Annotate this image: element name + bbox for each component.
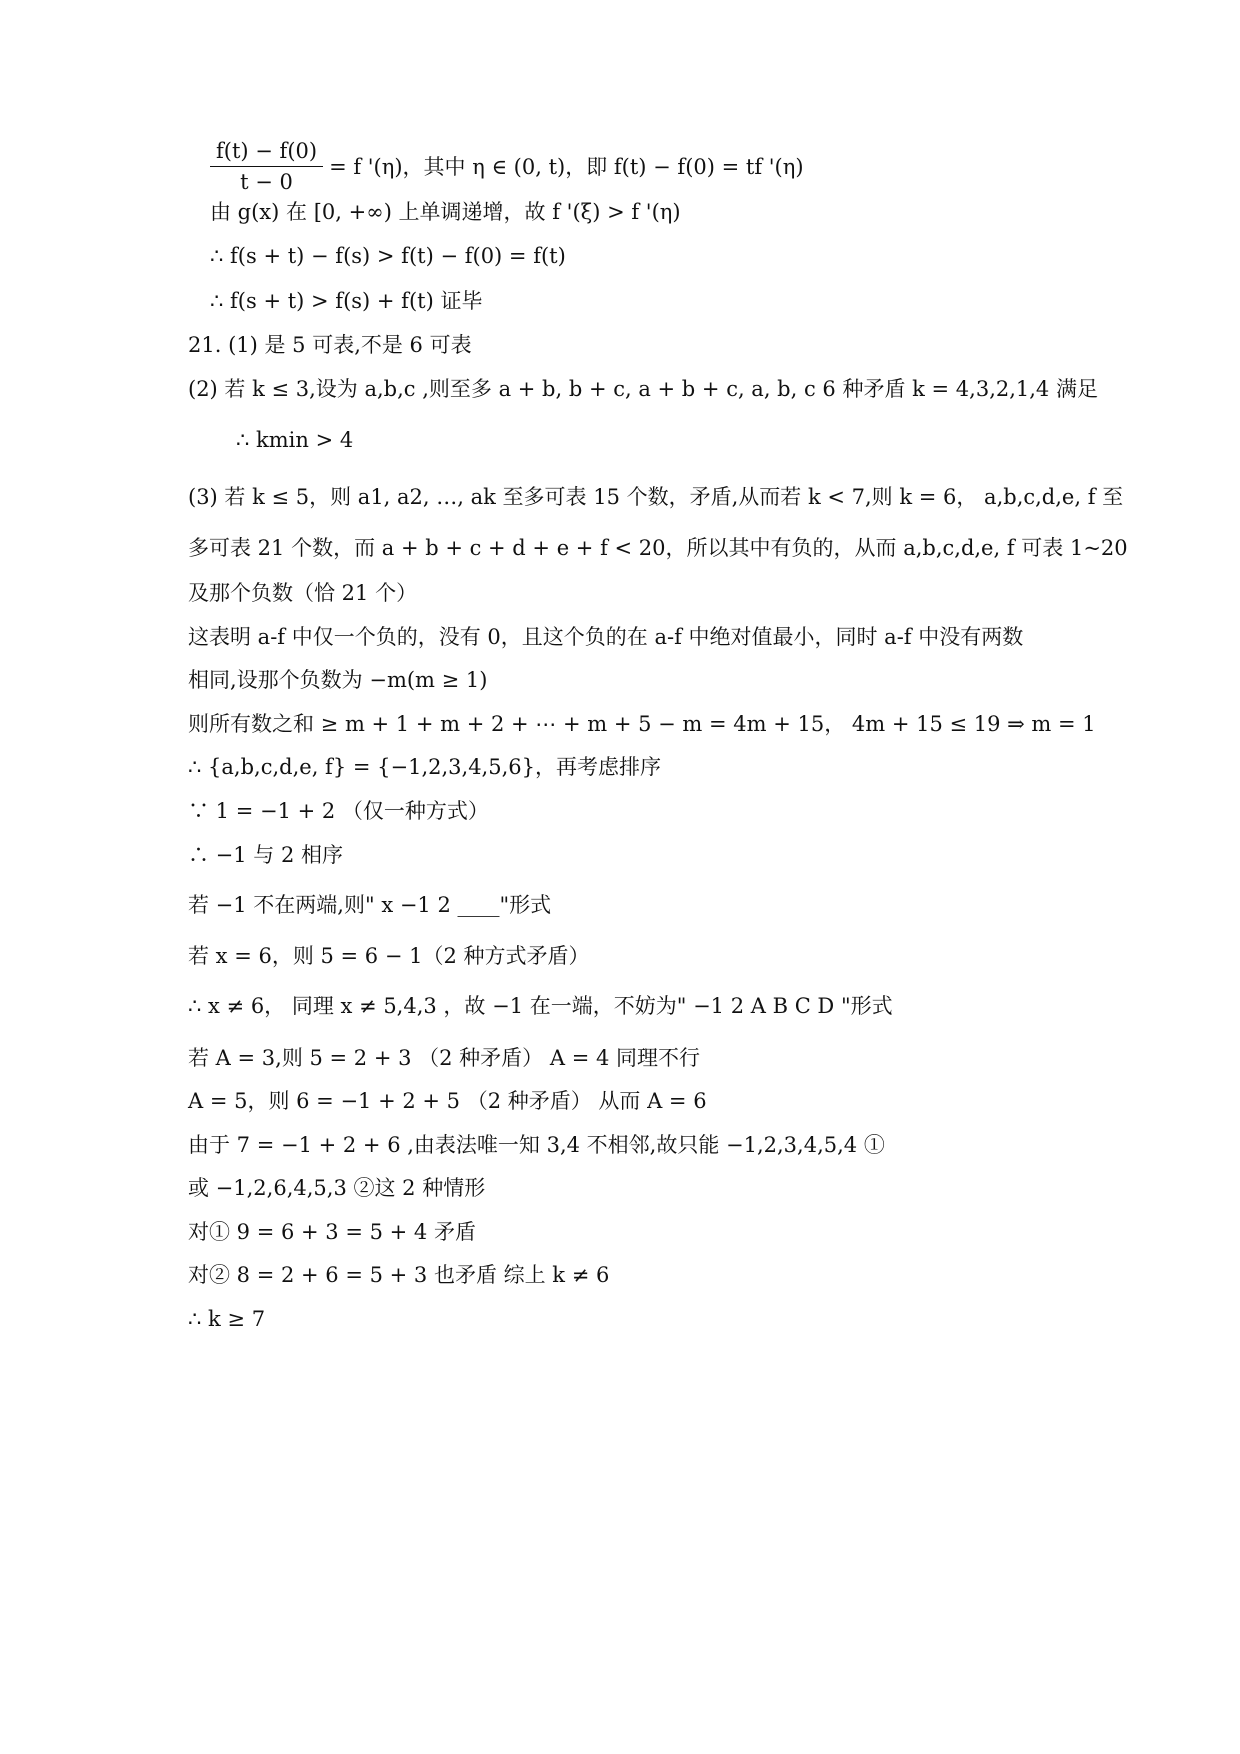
text-line-16: ∴ −1 与 2 相序 [188, 843, 344, 867]
text-line-26: ∴ k ≥ 7 [188, 1307, 266, 1331]
text-line-12: 相同,设那个负数为 −m(m ≥ 1) [188, 668, 488, 692]
equation-mvt [210, 138, 1060, 195]
fraction [210, 138, 323, 195]
text-line-13: 则所有数之和 ≥ m + 1 + m + 2 + ⋯ + m + 5 − m = 4m + 15， 4m + 15 ≤ 19 ⇒ m = 1 [188, 712, 1096, 736]
text-line-7: ∴ kmin > 4 [236, 428, 354, 452]
text-line-11: 这表明 a-f 中仅一个负的，没有 0，且这个负的在 a-f 中绝对值最小，同时 a-f 中没有两数 [188, 625, 1024, 649]
text-line-2: 由 g(x) 在 [0, +∞) 上单调递增，故 f '(ξ) > f '(η) [210, 200, 681, 224]
fraction-denominator: t − 0 [240, 170, 293, 194]
fraction-numerator: f(t) − f(0) [210, 138, 323, 167]
text-line-15: ∵ 1 = −1 + 2 （仅一种方式） [188, 799, 489, 823]
problem-21-part-2: (2) 若 k ≤ 3,设为 a,b,c ,则至多 a + b, b + c, a + b + c, a, b, c 6 种矛盾 k = 4,3,2,1,4 满足 [188, 377, 1098, 401]
problem-21-part-3: (3) 若 k ≤ 5，则 a1, a2, …, ak 至多可表 15 个数，矛盾,从而若 k < 7,则 k = 6， a,b,c,d,e, f 至 [188, 485, 1124, 509]
problem-21-part-1: 21. (1) 是 5 可表,不是 6 可表 [188, 333, 472, 357]
text-line-4: ∴ f(s + t) > f(s) + f(t) 证毕 [210, 289, 483, 313]
text-line-24: 对① 9 = 6 + 3 = 5 + 4 矛盾 [188, 1220, 476, 1244]
text-line-20: 若 A = 3,则 5 = 2 + 3 （2 种矛盾） A = 4 同理不行 [188, 1046, 701, 1070]
text-line-3: ∴ f(s + t) − f(s) > f(t) − f(0) = f(t) [210, 244, 566, 268]
equation-rest: = f '(η)，其中 η ∈ (0, t)，即 f(t) − f(0) = tf '(η) [329, 154, 804, 179]
text-line-17: 若 −1 不在两端,则" x −1 2 ____"形式 [188, 893, 552, 917]
text-line-25: 对② 8 = 2 + 6 = 5 + 3 也矛盾 综上 k ≠ 6 [188, 1263, 610, 1287]
text-line-14: ∴ {a,b,c,d,e, f} = {−1,2,3,4,5,6}，再考虑排序 [188, 755, 661, 779]
text-line-22: 由于 7 = −1 + 2 + 6 ,由表法唯一知 3,4 不相邻,故只能 −1,2,3,4,5,4 ① [188, 1133, 885, 1157]
text-line-18: 若 x = 6，则 5 = 6 − 1（2 种方式矛盾） [188, 944, 590, 968]
text-line-23: 或 −1,2,6,4,5,3 ②这 2 种情形 [188, 1176, 486, 1200]
text-line-21: A = 5，则 6 = −1 + 2 + 5 （2 种矛盾） 从而 A = 6 [188, 1089, 707, 1113]
text-line-19: ∴ x ≠ 6， 同理 x ≠ 5,4,3 ，故 −1 在一端，不妨为" −1 2 A B C D "形式 [188, 994, 893, 1018]
text-line-10: 及那个负数（恰 21 个） [188, 581, 418, 605]
text-line-9: 多可表 21 个数，而 a + b + c + d + e + f < 20，所以其中有负的，从而 a,b,c,d,e, f 可表 1~20 [188, 536, 1128, 560]
